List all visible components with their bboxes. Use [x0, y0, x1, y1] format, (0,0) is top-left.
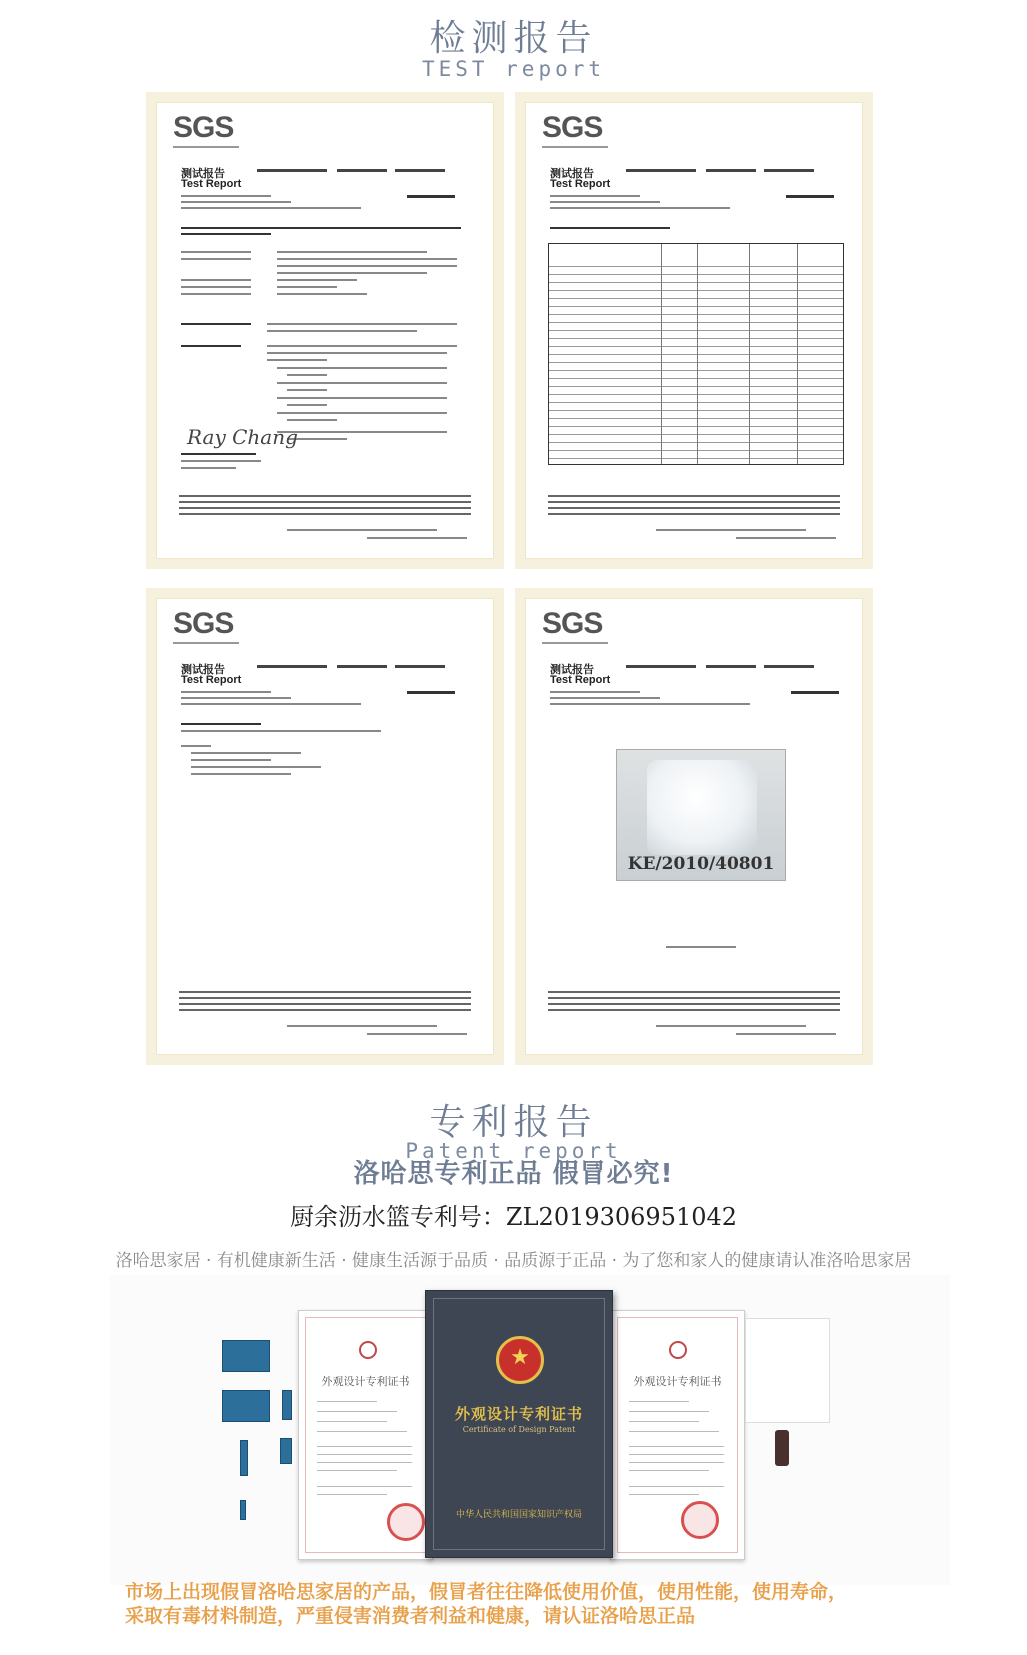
- sample-label: KE/2010/40801: [627, 854, 775, 874]
- counterfeit-warning: [125, 1580, 925, 1628]
- report-title-cn: 测试报告: [181, 663, 225, 676]
- report-card-4[interactable]: [515, 588, 873, 1065]
- report-page: [156, 102, 494, 559]
- patent-certificate-left[interactable]: [298, 1310, 433, 1560]
- product-thumbnail: [240, 1500, 246, 1520]
- report-title-en: Test Report: [181, 178, 242, 190]
- test-report-title: 检测报告: [429, 18, 598, 59]
- report-page: [525, 102, 863, 559]
- product-thumbnail: [222, 1390, 270, 1422]
- product-sketch: [775, 1430, 789, 1466]
- patent-certificate-booklet[interactable]: [425, 1290, 613, 1558]
- sgs-logo: SGS: [173, 111, 234, 144]
- product-thumbnail: [282, 1390, 292, 1420]
- report-title-en: Test Report: [550, 674, 611, 686]
- report-card-1[interactable]: [146, 92, 504, 569]
- report-title-cn: 测试报告: [550, 167, 594, 180]
- report-page: [156, 598, 494, 1055]
- certificate-page-extra: [745, 1318, 830, 1423]
- sgs-logo: SGS: [542, 111, 603, 144]
- report-title-en: Test Report: [550, 178, 611, 190]
- test-report-subtitle: TEST report: [421, 57, 606, 81]
- patent-certificate-right[interactable]: [610, 1310, 745, 1560]
- warning-line-2: 采取有毒材料制造，严重侵害消费者利益和健康，请认证洛哈思正品: [125, 1605, 696, 1627]
- report-title-cn: 测试报告: [181, 167, 225, 180]
- patent-report-title: 专利报告: [429, 1102, 598, 1143]
- report-title-en: Test Report: [181, 674, 242, 686]
- certificate-title: 外观设计专利证书: [633, 1375, 722, 1388]
- official-seal: [681, 1501, 719, 1539]
- report-page: [525, 598, 863, 1055]
- official-seal: [387, 1503, 425, 1541]
- certificate-title: 外观设计专利证书: [321, 1375, 410, 1388]
- report-card-2[interactable]: [515, 92, 873, 569]
- booklet-subtitle: Certificate of Design Patent: [462, 1425, 576, 1434]
- booklet-title: 外观设计专利证书: [454, 1405, 583, 1423]
- patent-number: 厨余沥水篮专利号：ZL2019306951042: [289, 1203, 738, 1231]
- sgs-logo: SGS: [173, 607, 234, 640]
- patent-report-subtitle: Patent report: [405, 1139, 622, 1163]
- patent-headline: 洛哈思专利正品 假冒必究!: [353, 1159, 674, 1189]
- sample-photo: [616, 749, 786, 881]
- signature: Ray Chang: [187, 425, 298, 449]
- brand-slogan: 洛哈思家居 · 有机健康新生活 · 健康生活源于品质 · 品质源于正品 · 为了您和家人的健康请认准洛哈思家居: [115, 1251, 912, 1271]
- product-thumbnail: [222, 1340, 270, 1372]
- booklet-issuer: 中华人民共和国国家知识产权局: [455, 1510, 582, 1520]
- report-card-3[interactable]: [146, 588, 504, 1065]
- results-table: [548, 243, 844, 465]
- product-thumbnail: [280, 1438, 292, 1464]
- report-title-cn: 测试报告: [550, 663, 594, 676]
- warning-line-1: 市场上出现假冒洛哈思家居的产品，假冒者往往降低使用价值，使用性能，使用寿命，: [125, 1581, 848, 1603]
- sgs-logo: SGS: [542, 607, 603, 640]
- product-thumbnail: [240, 1440, 248, 1476]
- national-emblem-icon: [496, 1336, 544, 1384]
